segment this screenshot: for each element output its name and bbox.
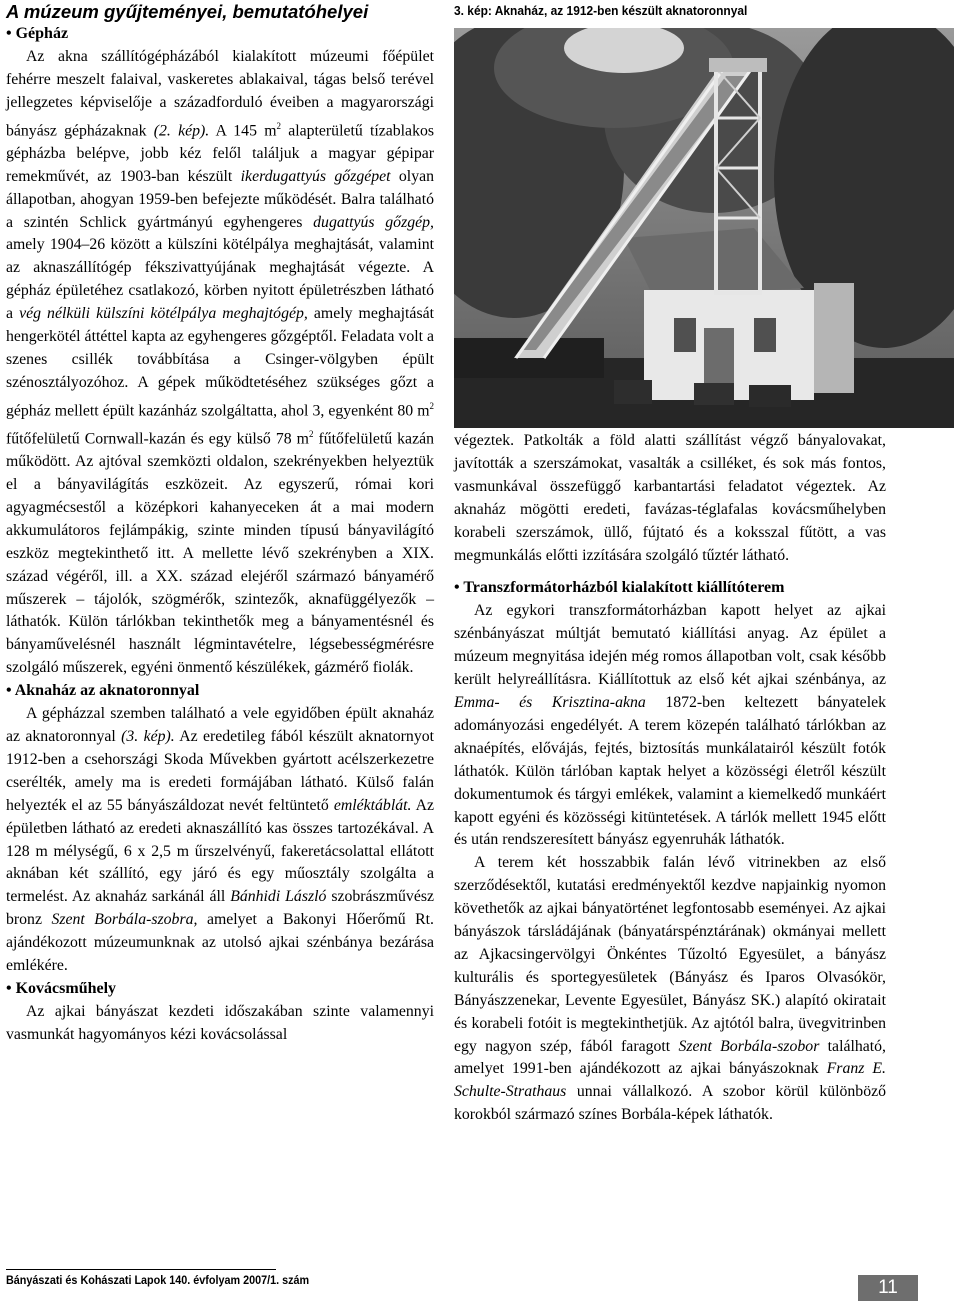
heading-kovacsmuhely: • Kovácsműhely — [6, 979, 117, 997]
mine-cart-1 — [694, 383, 734, 405]
page-number-box — [858, 1275, 918, 1301]
heading-aknahaz: • Aknaház az aknatoronnyal — [6, 682, 200, 700]
building-side — [814, 283, 854, 393]
heading-transzformatorhaz: • Transzformátorházból kialakított kiállítóterem — [454, 579, 785, 597]
section-title: A múzeum gyűjteményei, bemutatóhelyei — [6, 1, 369, 22]
photo-shaft-house — [454, 28, 954, 428]
footer-rule — [6, 1269, 276, 1270]
figure-caption: 3. kép: Aknaház, az 1912-ben készült aknatoronnyal — [454, 3, 748, 18]
building-window-2 — [754, 318, 776, 352]
paragraph-aknahaz: A gépházzal szemben található a vele egyidőben épült aknaház az aknatoronnyal (3. kép). Az eredetileg fából készült aknatornyot 1912-ben a csehországi Skoda Művekben gyártott acélszerkezetre cserélték, amely ma is eredeti formájában látható. Külső falán helyezték el az 55 bányászáldozat nevét feltüntető emléktáblát. Az épületben látható az eredeti aknaszállító kas összes tartozékával. A 128 m mélységű, 6 x 2,5 m űrszelvényű, fakeretácsolattal ellátott aknában két szállító, egy járó és egy műosztály szolgálta a termelést. Az aknaház sarkánál áll Bánhidi László szobrászművész bronz Szent Borbála-szobra, amelyet a Bakonyi Hőerőmű Rt. ajándékozott múzeumunknak az utolsó ajkai szénbánya bezárása emlékére. — [6, 705, 434, 975]
paragraph-vitrinek: A terem két hosszabbik falán lévő vitrinekben az első szerződésektől, kutatási eredményektől kezdve napjainkig nyomon követhetők az ajkai bányatörténet legfontosabb eseményei. Az ajkai bányászok társládájának (bányatárspénztárának) okmányai mellett az Ajkacsingervölgyi Önkéntes Tűzoltó Egyesület, a bányász kulturális és sportegyesületek (Bányász és Iparos Olvasókör, Bányászzenekar, Levente Egyesület, Bányász SK.) alapító okiratait és korabeli fotóit is megtekinthetjük. Az ajtótól balra, üvegvitrinben egy nagyon szép, fából faragott Szent Borbála-szobor található, amelyet 1991-ben ajándékozott az ajkai bányászoknak Franz E. Schulte-Strathaus unnai vállalkozó. A szobor körül különböző korokból származó színes Borbála-képek láthatók. — [454, 854, 887, 1124]
building-window-1 — [674, 318, 696, 352]
page-number: 11 — [878, 1277, 898, 1298]
paragraph-gephaz: Az akna szállítógépházából kialakított múzeumi főépület fehérre meszelt falaival, vaskeretes ablakaival, tágas belső terével jellegzetes képviselője a századforduló éveiben a magyarországi bányász gépházaknak (2. kép). A 145 $m^2$ alapterületű tízablakos gépházba belépve, jobb kéz felől találjuk a magyar gépipar remekművét, az 1903-ban készült ikerdugattyús gőzgépet olyan állapotban, ahogyan 1959-ben befejezte működését. Balra található a szintén Schlick gyártmányú egyhengeres dugattyús gőzgép, amely 1904–26 között a külszíni kötélpálya meghajtását, valamint az aknaszállítógép fékszivattyújának meghajtását végezte. A gépház épületéhez csatlakozó, körben nyitott épületrészben látható a vég nélküli külszíni kötélpálya meghajtógép, amely meghajtását hengerkötél áttéttel kapta az egyhengeres gőzgéptől. Feladata volt a szenes csillék továbbítása a Csinger-völgyben épült szénosztályozóhoz. A gépek működtetéséhez szükséges gőzt a gépház mellett épült kazánház szolgáltatta, ahol 3, egyenként 80 $m^2$ fűtőfelületű Cornwall-kazán és egy külső 78 $m^2$ fűtőfelületű kazán működött. Az ajtóval szemközti oldalon, szekrényekben helyeztük el a bányavilágítás eszközeit. Az egyszerű, római kori agyagmécsestől a középkori kahanyeceken át a mai modern akkumulátoros fejlámpákig, szinte minden típusú bányavilágító eszköz megtekinthető itt. A mellette lévő szekrényben a XIX. század végéről, ill. a XX. század elejéről származó bányamérő műszerek – tájolók, szögmérők, szintezők, aknafüggélyezők – láthatók. Külön tárlókban tekinthetők meg a bányamentésnél és bányaművelésnél használt légmintavételre, légsebességmérésre szolgáló műszerek, egyéni önmentő készülékek, gázmérő fiolák. — [6, 47, 435, 677]
figure — [454, 0, 954, 19]
left-column — [6, 0, 434, 1047]
paragraph-kovacsmuhely-start: Az ajkai bányászat kezdeti időszakában szinte valamennyi vasmunkát hagyományos kézi kovácsolással — [6, 1002, 434, 1043]
paragraph-kovacsmuhely-cont: végeztek. Patkolták a föld alatti szállítást végző bányalovakat, javították a szerszámokat, vasalták a csilléket, és sok más fontos, vasmunkával összefüggő karbantartási feladatot végeztek. Az aknaház mögötti eredeti, favázas-téglafalas kovácsműhelyben korabeli szerszámok, üllő, fújtató és a koksszal fűtött, a vas megmunkálás előtti izzítására szolgáló tűztér látható. — [454, 432, 886, 564]
right-column — [454, 430, 886, 1127]
mine-cart-2 — [749, 385, 791, 407]
mine-cart-3 — [614, 380, 652, 404]
paragraph-transzformatorhaz: Az egykori transzformátorházban kapott helyet az ajkai szénbányászat múltját bemutató kiállítási anyag. Az épület a múzeum megnyitása idején még romos állapotban volt, csak később került helyreállításra. Kiállítottuk az első két ajkai szénbánya, az Emma- és Krisztina-akna 1872-ben keltezett bányatelek adományozási engedélyét. A terem közepén található tárlókban az aknaépítés, elővájás, fejtés, biztosítás munkálatairól készült fotók láthatók. Külön tárlóban kaptak helyet a közösségi életről készült dokumentumok és tárgyi emlékek, valamint a kiemelkedő munkáért kapott egyéni és közösségi kitüntetések. A tárlók mellett 1945 előtt és után rendszeresített bányász egyenruhák láthatók. — [454, 602, 886, 849]
headframe-top — [709, 58, 767, 72]
heading-gephaz: • Gépház — [6, 25, 69, 42]
footer-journal: Bányászati és Kohászati Lapok 140. évfolyam 2007/1. szám — [6, 1273, 310, 1287]
